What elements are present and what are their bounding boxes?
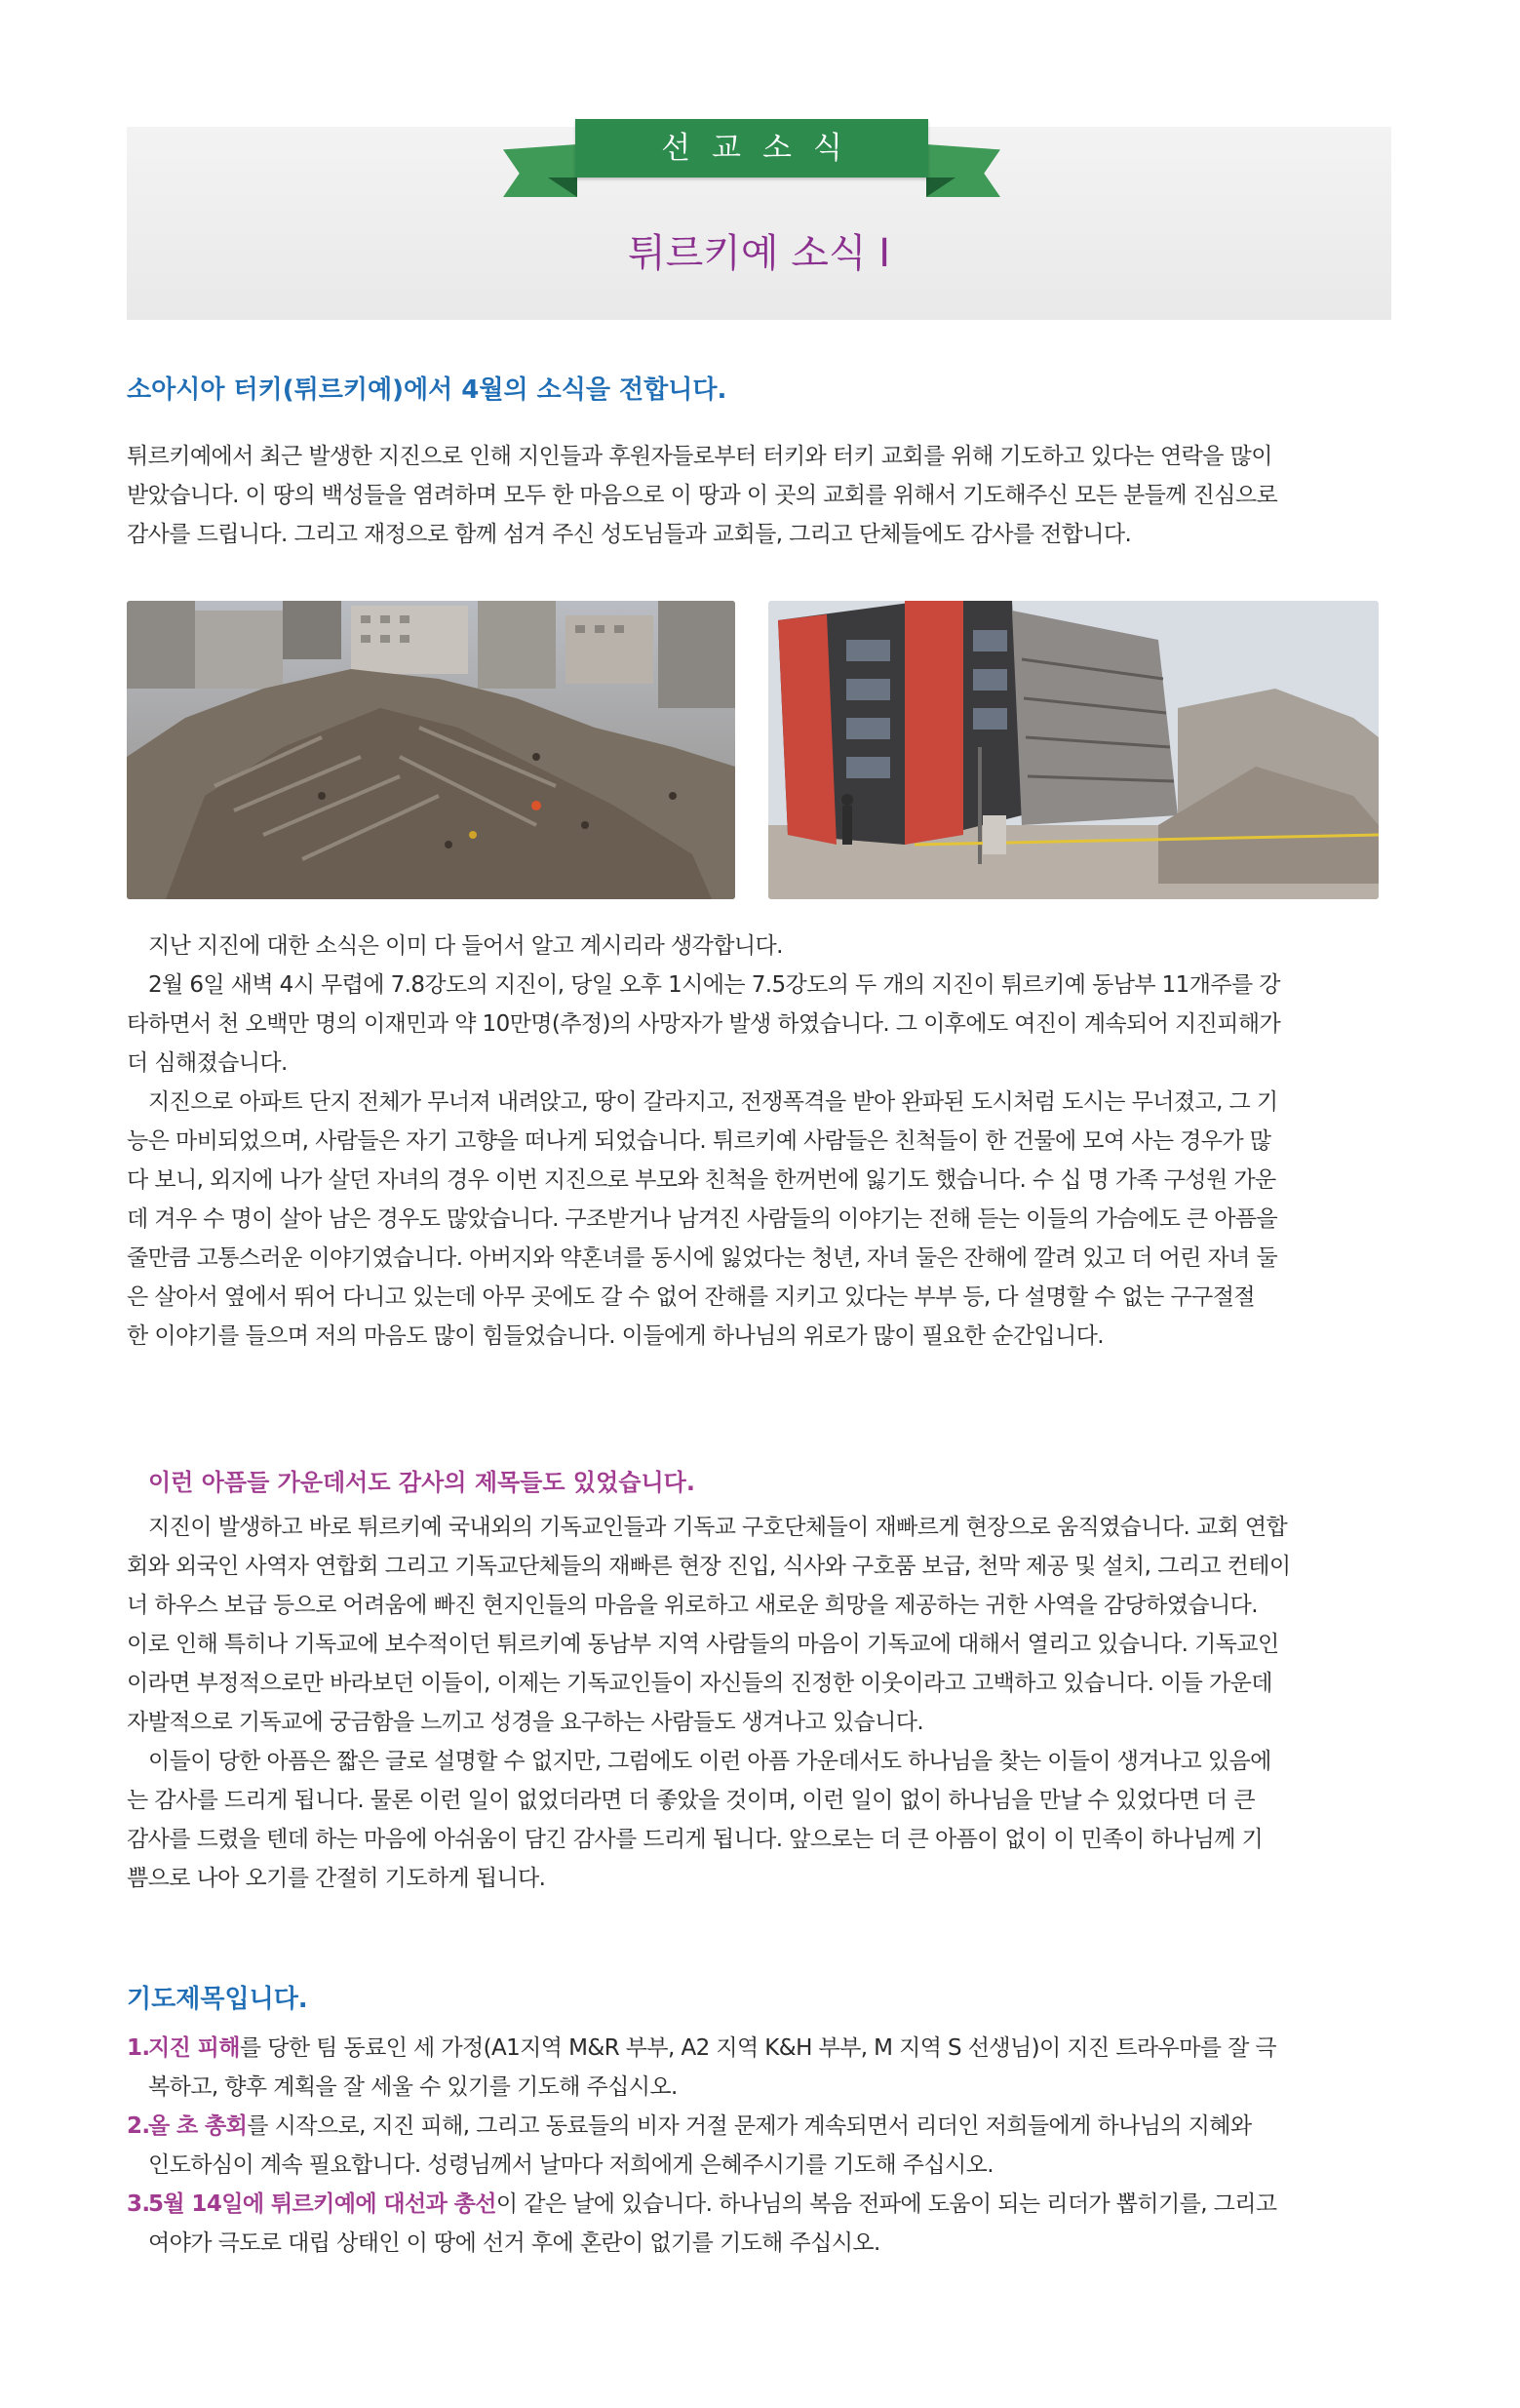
text-line: 너 하우스 보급 등으로 어려움에 빠진 현지인들의 마음을 위로하고 새로운 희망을 제공하는 귀한 사역을 감당하였습니다.	[127, 1593, 1258, 1618]
collapsed-building-photo	[768, 601, 1379, 899]
text-line: 줄만큼 고통스러운 이야기였습니다. 아버지와 약혼녀를 동시에 잃었다는 청년, 자녀 둘은 잔해에 깔려 있고 더 어린 자녀 둘	[127, 1245, 1278, 1271]
prayer-item-line: 인도하심이 계속 필요합니다. 성령님께서 날마다 저희에게 은혜주시기를 기도해 주십시오.	[148, 2152, 994, 2178]
thanks-paragraph	[127, 1508, 1391, 1898]
prayer-heading: 기도제목입니다.	[127, 1985, 308, 2014]
prayer-item-highlight: 5월 14일에 튀르키예에 대선과 총선	[148, 2191, 496, 2217]
text-line: 지난 지진에 대한 소식은 이미 다 들어서 알고 계시리라 생각합니다.	[148, 933, 783, 959]
text-line: 이로 인해 특히나 기독교에 보수적이던 튀르키예 동남부 지역 사람들의 마음이 기독교에 대해서 열리고 있습니다. 기독교인	[127, 1632, 1279, 1657]
prayer-item-number: 2.	[127, 2113, 150, 2139]
text-line: 지진으로 아파트 단지 전체가 무너져 내려앉고, 땅이 갈라지고, 전쟁폭격을 받아 완파된 도시처럼 도시는 무너졌고, 그 기	[148, 1089, 1278, 1115]
report-paragraph	[127, 927, 1391, 1356]
text-line: 타하면서 천 오백만 명의 이재민과 약 10만명(추정)의 사망자가 발생 하였습니다. 그 이후에도 여진이 계속되어 지진피해가	[127, 1011, 1281, 1037]
section-ribbon	[503, 119, 1000, 207]
text-line: 감사를 드립니다. 그리고 재정으로 함께 섬겨 주신 성도님들과 교회들, 그리고 단체들에도 감사를 전합니다.	[127, 522, 1132, 547]
page-title: 튀르키예 소식 Ⅰ	[627, 231, 891, 276]
prayer-item-line	[138, 2185, 1391, 2224]
text-line: 이들이 당한 아픔은 짧은 글로 설명할 수 없지만, 그럼에도 이런 아픔 가운데서도 하나님을 찾는 이들이 생겨나고 있음에	[148, 1749, 1271, 1774]
prayer-item-number: 1.	[127, 2035, 150, 2061]
text-line: 회와 외국인 사역자 연합회 그리고 기독교단체들의 재빠른 현장 진입, 식사와 구호품 보급, 천막 제공 및 설치, 그리고 컨테이	[127, 1554, 1291, 1579]
prayer-item-line: 복하고, 향후 계획을 잘 세울 수 있기를 기도해 주십시오.	[148, 2074, 678, 2100]
prayer-item-highlight: 올 초 총회	[148, 2113, 248, 2139]
text-line: 은 살아서 옆에서 뛰어 다니고 있는데 아무 곳에도 갈 수 없어 잔해를 지키고 있다는 부부 등, 다 설명할 수 없는 구구절절	[127, 1284, 1255, 1310]
text-line: 지진이 발생하고 바로 튀르키예 국내외의 기독교인들과 기독교 구호단체들이 재빠르게 현장으로 움직였습니다. 교회 연합	[148, 1515, 1288, 1540]
intro-heading: 소아시아 터키(튀르키예)에서 4월의 소식을 전합니다.	[127, 375, 727, 405]
prayer-item	[127, 2107, 1391, 2185]
prayer-item-line	[138, 2029, 1391, 2068]
prayer-item	[127, 2029, 1391, 2107]
text-line: 다 보니, 외지에 나가 살던 자녀의 경우 이번 지진으로 부모와 친척을 한꺼번에 잃기도 했습니다. 수 십 명 가족 구성원 가운	[127, 1167, 1276, 1193]
intro-paragraph	[127, 437, 1391, 554]
text-line: 한 이야기를 들으며 저의 마음도 많이 힘들었습니다. 이들에게 하나님의 위로가 많이 필요한 순간입니다.	[127, 1323, 1104, 1349]
prayer-item-number: 3.	[127, 2191, 150, 2217]
text-line: 받았습니다. 이 땅의 백성들을 염려하며 모두 한 마음으로 이 땅과 이 곳의 교회를 위해서 기도해주신 모든 분들께 진심으로	[127, 483, 1278, 508]
text-line: 이라면 부정적으로만 바라보던 이들이, 이제는 기독교인들이 자신들의 진정한 이웃이라고 고백하고 있습니다. 이들 가운데	[127, 1671, 1272, 1696]
text-line: 능은 마비되었으며, 사람들은 자기 고향을 떠나게 되었습니다. 튀르키예 사람들은 친척들이 한 건물에 모여 사는 경우가 많	[127, 1128, 1271, 1154]
text-line: 감사를 드렸을 텐데 하는 마음에 아쉬움이 담긴 감사를 드리게 됩니다. 앞으로는 더 큰 아픔이 없이 이 민족이 하나님께 기	[127, 1827, 1264, 1852]
section-label: 선교소식	[575, 119, 928, 178]
prayer-item-line	[138, 2107, 1391, 2146]
earthquake-rubble-photo	[127, 601, 735, 899]
prayer-item-text: 를 당한 팀 동료인 세 가정(A1지역 M&R 부부, A2 지역 K&H 부부, M 지역 S 선생님)이 지진 트라우마를 잘 극	[239, 2035, 1277, 2061]
prayer-item-line: 여야가 극도로 대립 상태인 이 땅에 선거 후에 혼란이 없기를 기도해 주십시오.	[148, 2230, 880, 2256]
prayer-item-highlight: 지진 피해	[148, 2035, 240, 2061]
prayer-item	[127, 2185, 1391, 2263]
text-line: 더 심해졌습니다.	[127, 1050, 288, 1076]
text-line: 는 감사를 드리게 됩니다. 물론 이런 일이 없었더라면 더 좋았을 것이며, 이런 일이 없이 하나님을 만날 수 있었다면 더 큰	[127, 1788, 1255, 1813]
prayer-item-text: 를 시작으로, 지진 피해, 그리고 동료들의 비자 거절 문제가 계속되면서 리더인 저희들에게 하나님의 지혜와	[247, 2113, 1252, 2139]
text-line: 튀르키예에서 최근 발생한 지진으로 인해 지인들과 후원자들로부터 터키와 터키 교회를 위해 기도하고 있다는 연락을 많이	[127, 444, 1272, 469]
prayer-list	[127, 2029, 1391, 2263]
text-line: 2월 6일 새벽 4시 무렵에 7.8강도의 지진이, 당일 오후 1시에는 7.5강도의 두 개의 지진이 튀르키예 동남부 11개주를 강	[148, 972, 1280, 998]
thanks-heading: 이런 아픔들 가운데서도 감사의 제목들도 있었습니다.	[148, 1469, 695, 1496]
text-line: 자발적으로 기독교에 궁금함을 느끼고 성경을 요구하는 사람들도 생겨나고 있습니다.	[127, 1710, 924, 1735]
prayer-item-text: 이 같은 날에 있습니다. 하나님의 복음 전파에 도움이 되는 리더가 뽑히기를, 그리고	[495, 2191, 1277, 2217]
text-line: 쁨으로 나아 오기를 간절히 기도하게 됩니다.	[127, 1866, 546, 1891]
text-line: 데 겨우 수 명이 살아 남은 경우도 많았습니다. 구조받거나 남겨진 사람들의 이야기는 전해 듣는 이들의 가슴에도 큰 아픔을	[127, 1206, 1278, 1232]
